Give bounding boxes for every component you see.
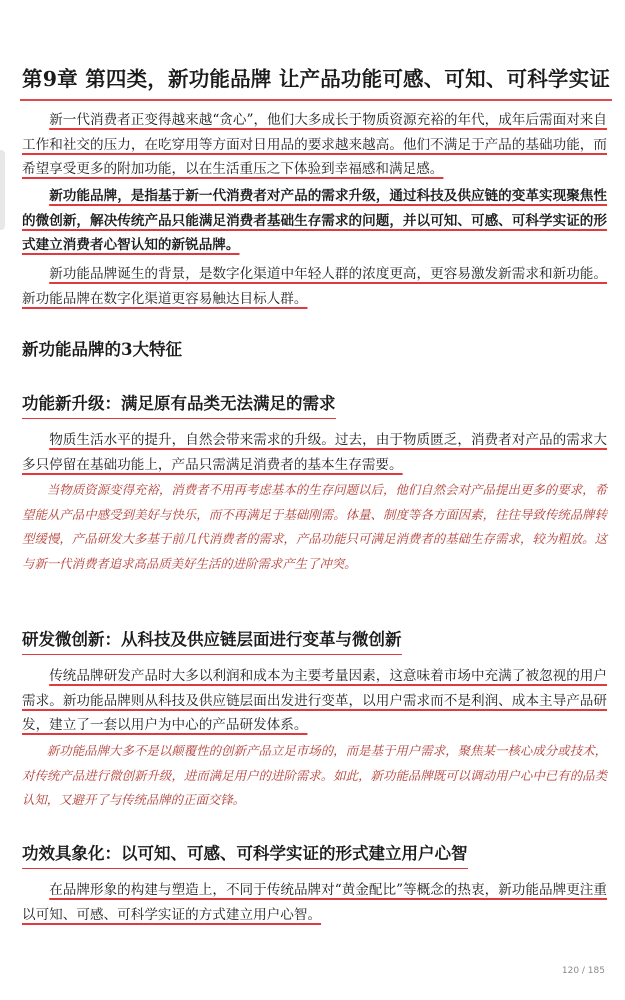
intro-paragraph-3	[22, 262, 607, 311]
chapter-title-rule	[20, 99, 612, 101]
intro-paragraph-2	[22, 184, 607, 258]
intro-text-2: 新功能品牌，是指基于新一代消费者对产品的需求升级，通过科技及供应链的变革实现聚焦性的微创新，解决传统产品只能满足消费者基础生存需求的问题，并以可知、可感、可科学实证的形式建立消费者心智认知的新锐品牌。	[22, 188, 607, 253]
section-2-body	[22, 664, 607, 738]
intro-text-3: 新功能品牌诞生的背景，是数字化渠道中年轻人群的浓度更高，更容易激发新需求和新功能。新功能品牌在数字化渠道更容易触达目标人群。	[22, 266, 607, 307]
section-3-heading: 功效具象化：以可知、可感、可科学实证的形式建立用户心智	[22, 842, 468, 869]
section-3-body	[22, 878, 607, 927]
section-2-note-text: 新功能品牌大多不是以颠覆性的创新产品立足市场的，而是基于用户需求，聚焦某一核心成分或技术，对传统产品进行微创新升级，进而满足用户的进阶需求。如此，新功能品牌既可以调动用户心中已有的品类认知，又避开了与传统品牌的正面交锋。	[22, 743, 607, 807]
section-1-note-text: 当物质资源变得充裕，消费者不用再考虑基本的生存问题以后，他们自然会对产品提出更多的要求，希望能从产品中感受到美好与快乐，而不再满足于基础刚需。体量、制度等各方面因素，往往导致传统品牌转型缓慢，产品研发大多基于前几代消费者的需求，产品功能只可满足消费者的基础生存需求，较为粗放。这与新一代消费者追求高品质美好生活的进阶需求产生了冲突。	[22, 482, 607, 571]
section-3-body-text: 在品牌形象的构建与塑造上，不同于传统品牌对“黄金配比”等概念的热衷，新功能品牌更注重以可知、可感、可科学实证的方式建立用户心智。	[22, 882, 607, 923]
section-1-note	[22, 478, 607, 576]
page-number: 120 / 185	[561, 966, 605, 976]
section-2-body-text: 传统品牌研发产品时大多以利润和成本为主要考量因素，这意味着市场中充满了被忽视的用户需求。新功能品牌则从科技及供应链层面出发进行变革，以用户需求而不是利润、成本主导产品研发，建立了一套以用户为中心的产品研发体系。	[22, 668, 607, 733]
section-1-heading: 功能新升级：满足原有品类无法满足的需求	[22, 392, 336, 419]
section-2-heading: 研发微创新：从科技及供应链层面进行变革与微创新	[22, 628, 402, 655]
features-heading: 新功能品牌的3大特征	[22, 340, 182, 359]
section-2-note	[22, 739, 607, 813]
chapter-title: 第9章 第四类，新功能品牌 让产品功能可感、可知、可科学实证	[22, 67, 611, 91]
section-1-body	[22, 428, 607, 477]
intro-paragraph-1	[22, 108, 607, 182]
page-edge-tab[interactable]	[0, 150, 5, 230]
intro-text-1: 新一代消费者正变得越来越“贪心”，他们大多成长于物质资源充裕的年代，成年后需面对来自工作和社交的压力，在吃穿用等方面对日用品的要求越来越高。他们不满足于产品的基础功能，而希望享受更多的附加功能，以在生活重压之下体验到幸福感和满足感。	[22, 112, 607, 177]
section-1-body-text: 物质生活水平的提升，自然会带来需求的升级。过去，由于物质匮乏，消费者对产品的需求大多只停留在基础功能上，产品只需满足消费者的基本生存需要。	[22, 432, 607, 473]
